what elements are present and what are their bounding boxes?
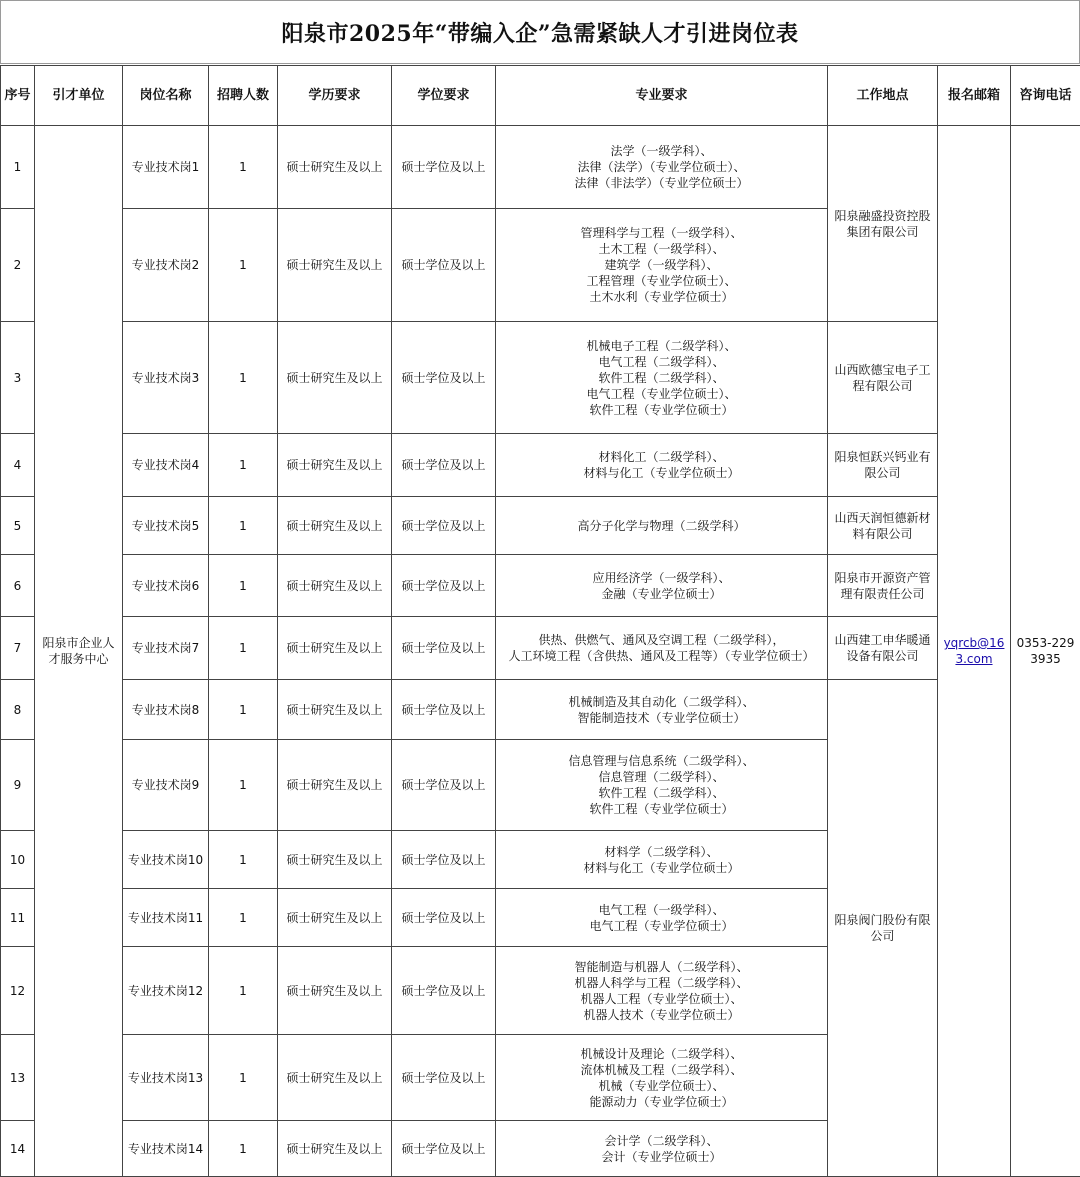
cell-count: 1 xyxy=(209,889,278,947)
cell-count: 1 xyxy=(209,322,278,434)
cell-no: 9 xyxy=(1,740,35,831)
cell-no: 7 xyxy=(1,617,35,680)
cell-major: 智能制造与机器人（二级学科）、 机器人科学与工程（二级学科）、 机器人工程（专业学位硕士）、 机器人技术（专业学位硕士） xyxy=(496,947,828,1035)
cell-major: 电气工程（一级学科）、 电气工程（专业学位硕士） xyxy=(496,889,828,947)
cell-education: 硕士研究生及以上 xyxy=(278,947,392,1035)
col-header-unit: 引才单位 xyxy=(35,66,123,126)
cell-major: 管理科学与工程（一级学科）、 土木工程（一级学科）、 建筑学（一级学科）、 工程管理（专业学位硕士）、 土木水利（专业学位硕士） xyxy=(496,209,828,322)
cell-location: 阳泉阀门股份有限公司 xyxy=(828,680,938,1177)
cell-no: 1 xyxy=(1,126,35,209)
cell-degree: 硕士学位及以上 xyxy=(392,617,496,680)
cell-count: 1 xyxy=(209,740,278,831)
cell-education: 硕士研究生及以上 xyxy=(278,889,392,947)
col-header-post: 岗位名称 xyxy=(123,66,209,126)
cell-post: 专业技术岗1 xyxy=(123,126,209,209)
cell-education: 硕士研究生及以上 xyxy=(278,126,392,209)
cell-no: 12 xyxy=(1,947,35,1035)
cell-degree: 硕士学位及以上 xyxy=(392,740,496,831)
cell-location: 山西欧德宝电子工程有限公司 xyxy=(828,322,938,434)
cell-no: 2 xyxy=(1,209,35,322)
cell-degree: 硕士学位及以上 xyxy=(392,209,496,322)
page-title: 阳泉市2025年“带编入企”急需紧缺人才引进岗位表 xyxy=(0,0,1080,64)
cell-post: 专业技术岗6 xyxy=(123,555,209,617)
cell-degree: 硕士学位及以上 xyxy=(392,434,496,497)
cell-degree: 硕士学位及以上 xyxy=(392,1035,496,1121)
cell-count: 1 xyxy=(209,555,278,617)
cell-count: 1 xyxy=(209,1035,278,1121)
cell-post: 专业技术岗3 xyxy=(123,322,209,434)
cell-education: 硕士研究生及以上 xyxy=(278,555,392,617)
cell-count: 1 xyxy=(209,497,278,555)
cell-email xyxy=(938,126,1011,1177)
cell-no: 10 xyxy=(1,831,35,889)
cell-education: 硕士研究生及以上 xyxy=(278,434,392,497)
cell-post: 专业技术岗13 xyxy=(123,1035,209,1121)
cell-degree: 硕士学位及以上 xyxy=(392,126,496,209)
cell-post: 专业技术岗12 xyxy=(123,947,209,1035)
cell-major: 会计学（二级学科）、 会计（专业学位硕士） xyxy=(496,1121,828,1177)
cell-degree: 硕士学位及以上 xyxy=(392,497,496,555)
table-row xyxy=(1,617,1080,680)
table-row xyxy=(1,322,1080,434)
col-header-email: 报名邮箱 xyxy=(938,66,1011,126)
table-row xyxy=(1,680,1080,740)
table-row xyxy=(1,555,1080,617)
cell-major: 机械制造及其自动化（二级学科）、 智能制造技术（专业学位硕士） xyxy=(496,680,828,740)
cell-no: 11 xyxy=(1,889,35,947)
table-row xyxy=(1,126,1080,209)
cell-location: 阳泉恒跃兴钙业有限公司 xyxy=(828,434,938,497)
cell-post: 专业技术岗5 xyxy=(123,497,209,555)
col-header-degree: 学位要求 xyxy=(392,66,496,126)
cell-degree: 硕士学位及以上 xyxy=(392,889,496,947)
col-header-no: 序号 xyxy=(1,66,35,126)
cell-phone: 0353-2293935 xyxy=(1011,126,1080,1177)
cell-count: 1 xyxy=(209,434,278,497)
cell-count: 1 xyxy=(209,126,278,209)
col-header-major: 专业要求 xyxy=(496,66,828,126)
cell-major: 机械设计及理论（二级学科）、 流体机械及工程（二级学科）、 机械（专业学位硕士）、 能源动力（专业学位硕士） xyxy=(496,1035,828,1121)
email-link[interactable]: yqrcb@163.com xyxy=(943,636,1005,666)
cell-unit: 阳泉市企业人才服务中心 xyxy=(35,126,123,1177)
cell-count: 1 xyxy=(209,680,278,740)
cell-location: 阳泉市开源资产管理有限责任公司 xyxy=(828,555,938,617)
cell-post: 专业技术岗2 xyxy=(123,209,209,322)
cell-count: 1 xyxy=(209,831,278,889)
cell-major: 应用经济学（一级学科）、 金融（专业学位硕士） xyxy=(496,555,828,617)
cell-post: 专业技术岗8 xyxy=(123,680,209,740)
cell-no: 3 xyxy=(1,322,35,434)
cell-education: 硕士研究生及以上 xyxy=(278,1121,392,1177)
cell-major: 供热、供燃气、通风及空调工程（二级学科）， 人工环境工程（含供热、通风及工程等）（专业学位硕士） xyxy=(496,617,828,680)
cell-education: 硕士研究生及以上 xyxy=(278,497,392,555)
cell-education: 硕士研究生及以上 xyxy=(278,322,392,434)
cell-post: 专业技术岗9 xyxy=(123,740,209,831)
cell-location: 阳泉融盛投资控股集团有限公司 xyxy=(828,126,938,322)
cell-education: 硕士研究生及以上 xyxy=(278,740,392,831)
col-header-location: 工作地点 xyxy=(828,66,938,126)
col-header-phone: 咨询电话 xyxy=(1011,66,1080,126)
cell-education: 硕士研究生及以上 xyxy=(278,831,392,889)
cell-count: 1 xyxy=(209,947,278,1035)
cell-no: 5 xyxy=(1,497,35,555)
cell-no: 8 xyxy=(1,680,35,740)
cell-major: 信息管理与信息系统（二级学科）、 信息管理（二级学科）、 软件工程（二级学科）、 软件工程（专业学位硕士） xyxy=(496,740,828,831)
col-header-count: 招聘人数 xyxy=(209,66,278,126)
col-header-education: 学历要求 xyxy=(278,66,392,126)
cell-post: 专业技术岗14 xyxy=(123,1121,209,1177)
cell-post: 专业技术岗10 xyxy=(123,831,209,889)
cell-post: 专业技术岗4 xyxy=(123,434,209,497)
cell-major: 材料学（二级学科）、 材料与化工（专业学位硕士） xyxy=(496,831,828,889)
cell-post: 专业技术岗7 xyxy=(123,617,209,680)
cell-degree: 硕士学位及以上 xyxy=(392,555,496,617)
table-row xyxy=(1,434,1080,497)
cell-no: 14 xyxy=(1,1121,35,1177)
cell-count: 1 xyxy=(209,209,278,322)
header-row xyxy=(1,66,1080,126)
cell-degree: 硕士学位及以上 xyxy=(392,831,496,889)
table-row xyxy=(1,497,1080,555)
cell-degree: 硕士学位及以上 xyxy=(392,680,496,740)
cell-major: 机械电子工程（二级学科）、 电气工程（二级学科）、 软件工程（二级学科）、 电气工程（专业学位硕士）、 软件工程（专业学位硕士） xyxy=(496,322,828,434)
cell-count: 1 xyxy=(209,617,278,680)
cell-count: 1 xyxy=(209,1121,278,1177)
cell-education: 硕士研究生及以上 xyxy=(278,209,392,322)
cell-degree: 硕士学位及以上 xyxy=(392,1121,496,1177)
cell-major: 法学（一级学科）、 法律（法学）（专业学位硕士）、 法律（非法学）（专业学位硕士） xyxy=(496,126,828,209)
cell-no: 13 xyxy=(1,1035,35,1121)
cell-major: 高分子化学与物理（二级学科） xyxy=(496,497,828,555)
cell-degree: 硕士学位及以上 xyxy=(392,947,496,1035)
cell-no: 6 xyxy=(1,555,35,617)
cell-location: 山西天润恒德新材料有限公司 xyxy=(828,497,938,555)
cell-education: 硕士研究生及以上 xyxy=(278,617,392,680)
cell-education: 硕士研究生及以上 xyxy=(278,680,392,740)
cell-degree: 硕士学位及以上 xyxy=(392,322,496,434)
positions-table xyxy=(0,65,1080,1177)
cell-location: 山西建工申华暖通设备有限公司 xyxy=(828,617,938,680)
cell-education: 硕士研究生及以上 xyxy=(278,1035,392,1121)
cell-post: 专业技术岗11 xyxy=(123,889,209,947)
cell-major: 材料化工（二级学科）、 材料与化工（专业学位硕士） xyxy=(496,434,828,497)
cell-no: 4 xyxy=(1,434,35,497)
